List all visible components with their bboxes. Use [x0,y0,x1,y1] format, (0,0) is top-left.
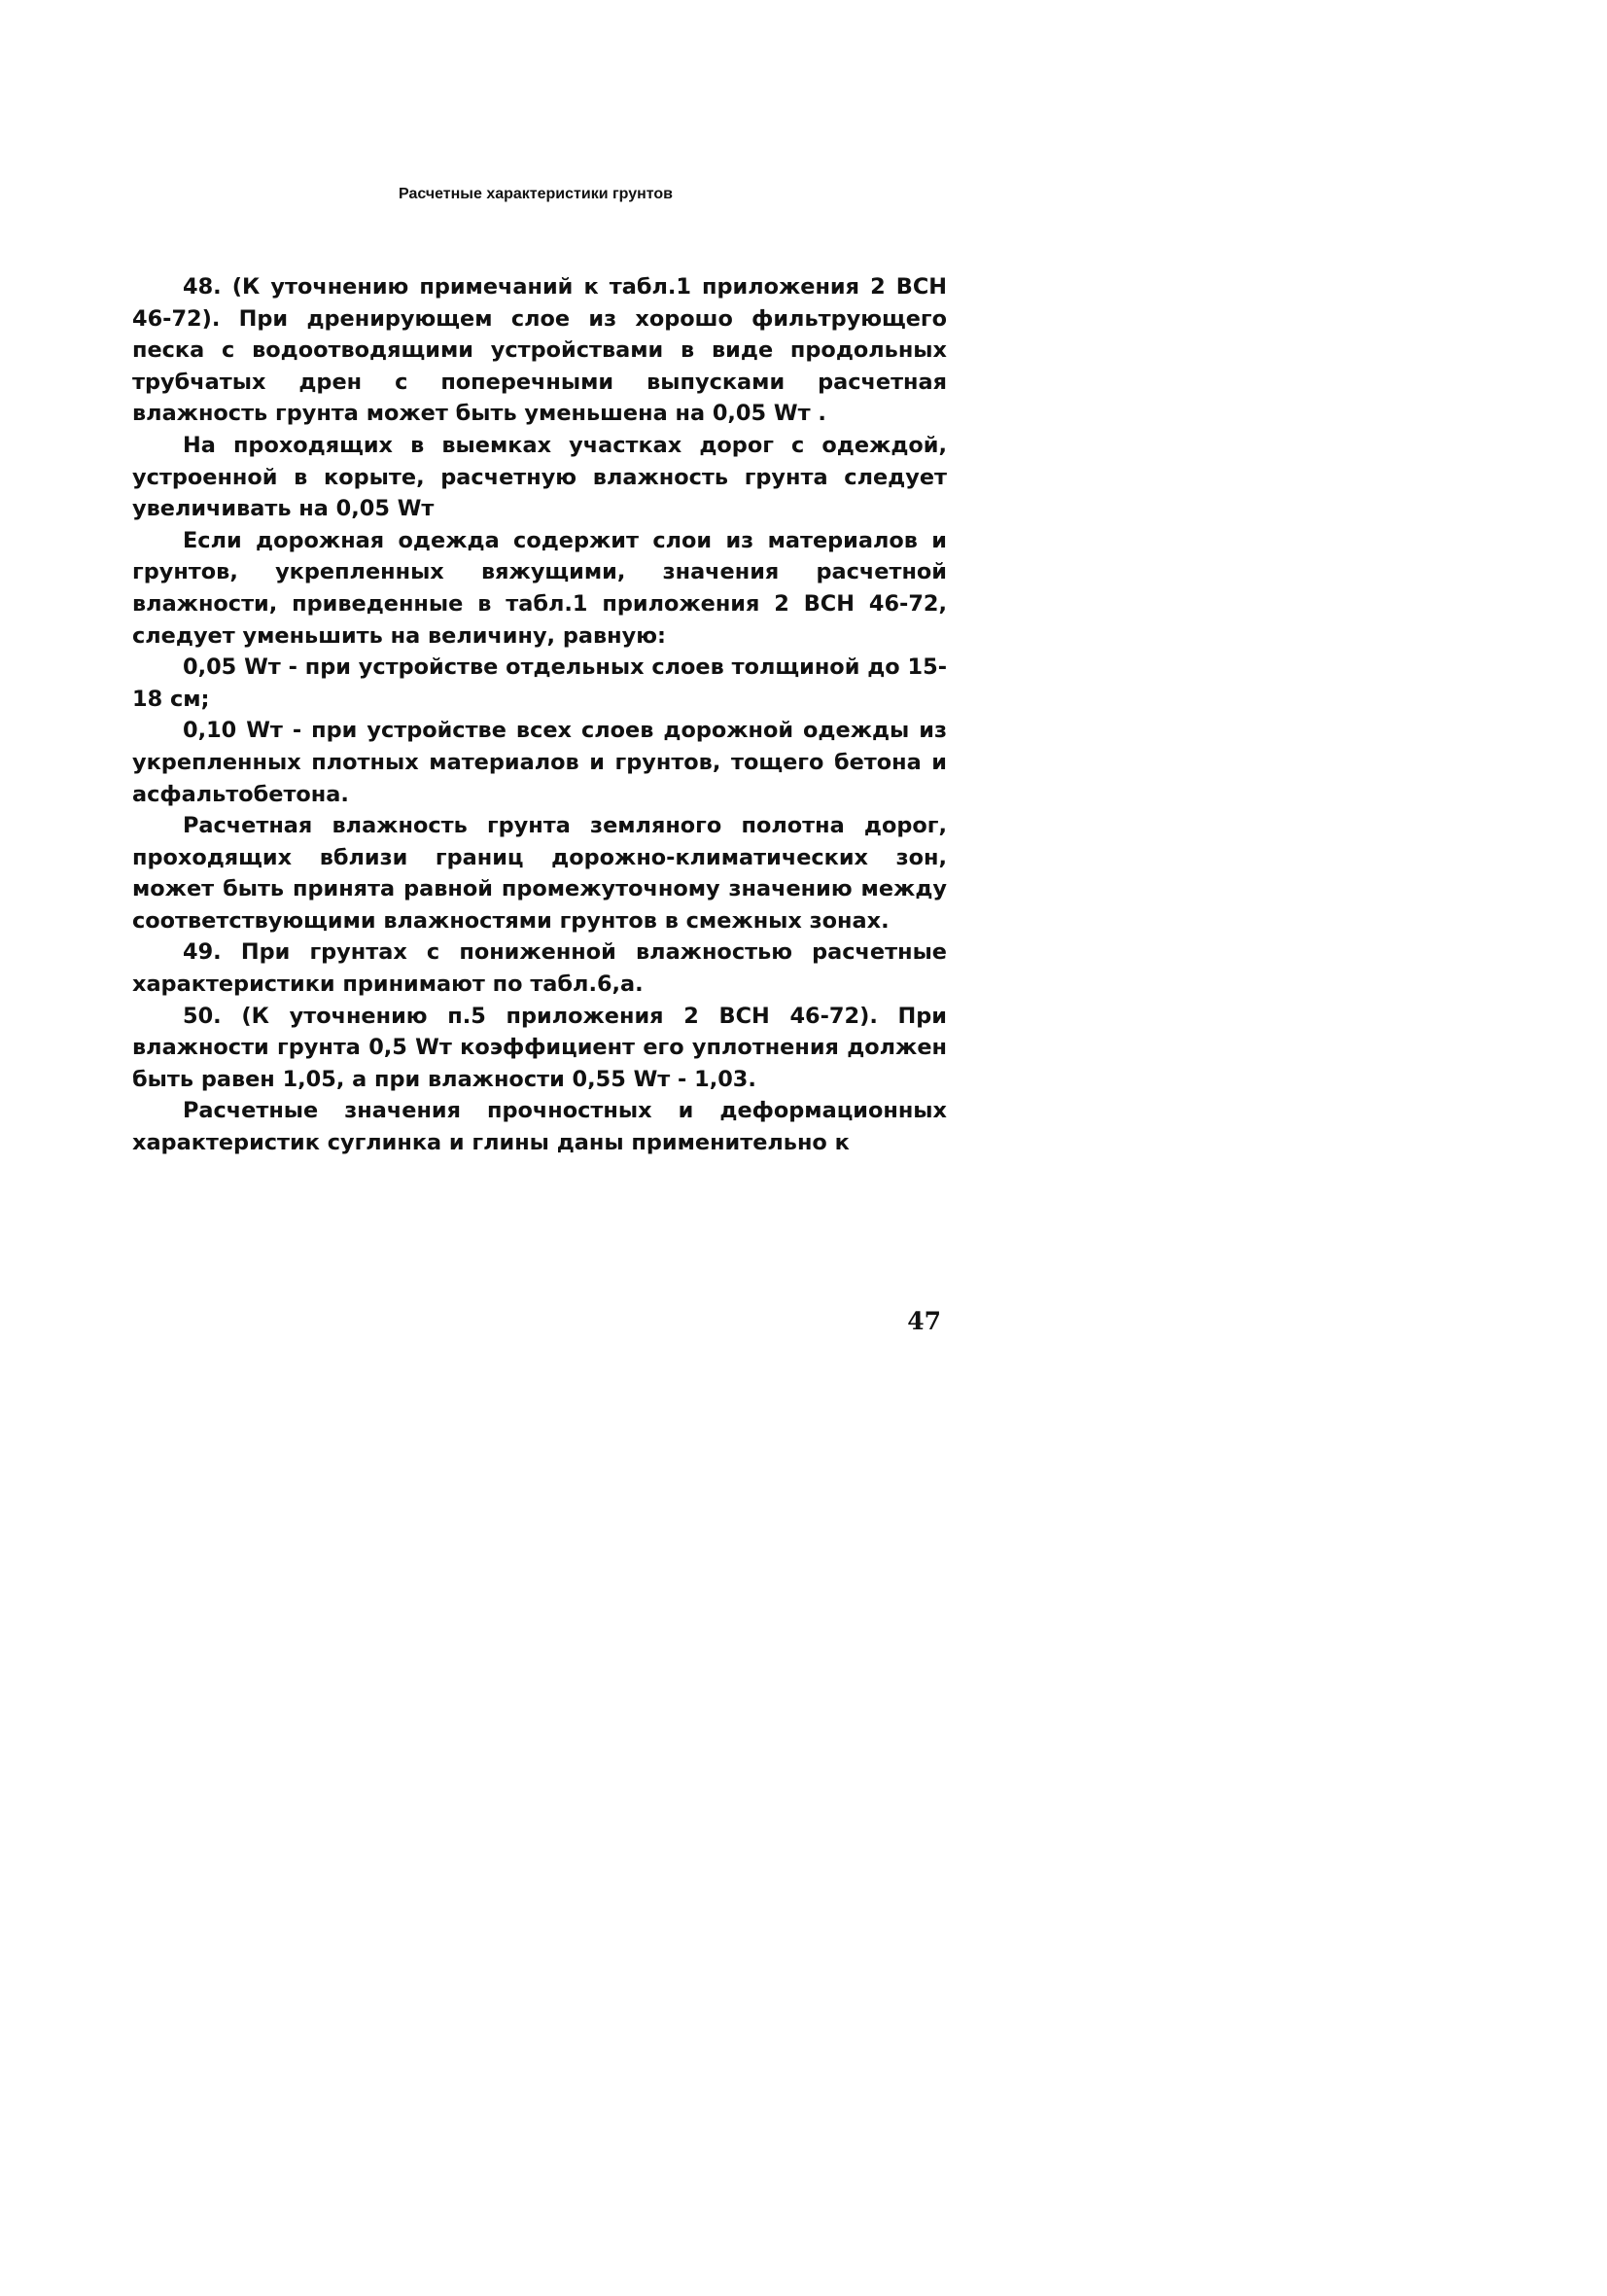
paragraph-zone-boundaries: Расчетная влажность грунта земляного полотна дорог, проходящих вблизи границ дорожно-климатических зон, может быть принята равной промежуточному значению между соответствующими влажностями грунтов в смежных зонах. [132,813,947,934]
paragraph-48: 48. (К уточнению примечаний к табл.1 приложения 2 ВСН 46-72). При дренирующем слое из хорошо фильтрующего песка с водоотводящими устройствами в виде продольных трубчатых дрен с поперечными выпусками расчетная влажность грунта может быть уменьшена на 0,05 Wт . [132,274,947,427]
paragraph-50: 50. (К уточнению п.5 приложения 2 ВСН 46-72). При влажности грунта 0,5 Wт коэффициент его уплотнения должен быть равен 1,05, а при влажности 0,55 Wт - 1,03. [132,1003,947,1092]
paragraph-010-layers: 0,10 Wт - при устройстве всех слоев дорожной одежды из укрепленных плотных материалов и грунтов, тощего бетона и асфальтобетона. [132,718,947,807]
running-header: Расчетные характеристики грунтов [398,186,674,202]
paragraph-binders: Если дорожная одежда содержит слои из материалов и грунтов, укрепленных вяжущими, значения расчетной влажности, приведенные в табл.1 приложения 2 ВСН 46-72, следует уменьшить на величину, равную: [132,527,947,649]
page-number: 47 [907,1307,941,1335]
paragraph-005-layers: 0,05 Wт - при устройстве отдельных слоев толщиной до 15-18 см; [132,654,947,712]
paragraph-49: 49. При грунтах с пониженной влажностью расчетные характеристики принимают по табл.6,а. [132,939,947,998]
paragraph-cuttings: На проходящих в выемках участках дорог с одеждой, устроенной в корыте, расчетную влажность грунта следует увеличивать на 0,05 Wт [132,432,947,522]
body-text [132,271,947,1159]
paragraph-strength-values: Расчетные значения прочностных и деформационных характеристик суглинка и глины даны применительно к [132,1098,947,1156]
